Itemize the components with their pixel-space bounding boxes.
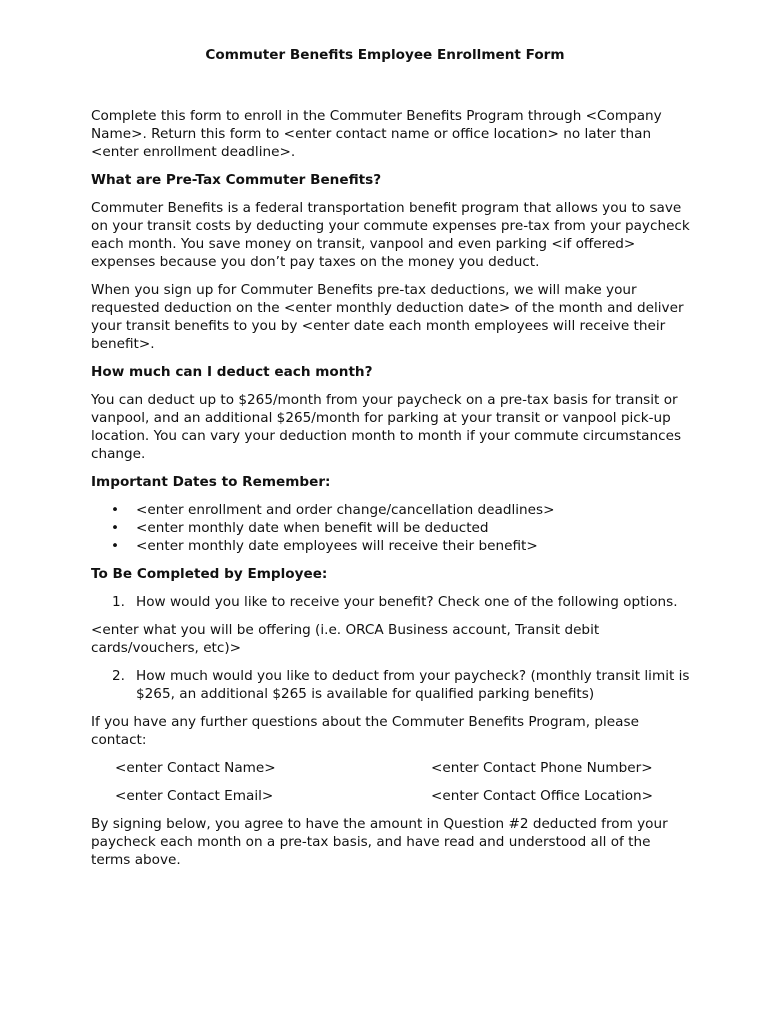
- questions-paragraph: If you have any further questions about the Commuter Benefits Program, please contact:: [91, 714, 639, 748]
- contact-block: [91, 759, 691, 805]
- page-title: Commuter Benefits Employee Enrollment Form: [205, 47, 565, 63]
- list-item: [91, 537, 691, 555]
- intro-paragraph: Complete this form to enroll in the Commuter Benefits Program through <Company Name>. Return this form to <enter contact name or office location> no later than <enter enrollment deadline>.: [91, 108, 662, 160]
- contact-row: [91, 759, 691, 777]
- date-item-text: <enter monthly date employees will receive their benefit>: [136, 538, 538, 554]
- what-heading: What are Pre-Tax Commuter Benefits?: [91, 172, 382, 188]
- question-text: How would you like to receive your benefit? Check one of the following options.: [136, 594, 678, 610]
- employee-heading: To Be Completed by Employee:: [91, 566, 328, 582]
- how-paragraph: You can deduct up to $265/month from your paycheck on a pre-tax basis for transit or vanpool, and an additional $265/month for parking at your transit or vanpool pick-up location. You can vary your deduction month to month if your commute circumstances change.: [91, 392, 682, 462]
- dates-list: [91, 501, 691, 555]
- contact-phone: <enter Contact Phone Number>: [431, 760, 653, 776]
- contact-email: <enter Contact Email>: [115, 788, 274, 804]
- dates-heading: Important Dates to Remember:: [91, 474, 331, 490]
- signing-paragraph: By signing below, you agree to have the amount in Question #2 deducted from your paycheck each month on a pre-tax basis, and have read and understood all of the terms above.: [91, 816, 668, 868]
- contact-row: [91, 787, 691, 805]
- question-number: 2.: [112, 668, 125, 684]
- question-2: [91, 667, 691, 703]
- list-item: [91, 519, 691, 537]
- date-item-text: <enter enrollment and order change/cancellation deadlines>: [136, 502, 555, 518]
- how-heading: How much can I deduct each month?: [91, 364, 373, 380]
- list-item: [91, 501, 691, 519]
- what-paragraph-1: Commuter Benefits is a federal transportation benefit program that allows you to save on your transit costs by deducting your commute expenses pre-tax from your paycheck each month. You save money on transit, vanpool and even parking <if offered> expenses because you don’t pay taxes on the money you deduct.: [91, 200, 690, 270]
- bullet-icon: •: [111, 502, 120, 518]
- contact-name: <enter Contact Name>: [115, 760, 276, 776]
- question-1: [91, 593, 691, 611]
- bullet-icon: •: [111, 520, 120, 536]
- question-number: 1.: [112, 594, 125, 610]
- what-paragraph-2: When you sign up for Commuter Benefits pre-tax deductions, we will make your requested deduction on the <enter monthly deduction date> of the month and deliver your transit benefits to you by <enter date each month employees will receive their benefit>.: [91, 282, 684, 352]
- question-text: How much would you like to deduct from your paycheck? (monthly transit limit is $265, an additional $265 is available for qualified parking benefits): [136, 668, 690, 702]
- offering-paragraph: <enter what you will be offering (i.e. ORCA Business account, Transit debit cards/vouchers, etc)>: [91, 622, 600, 656]
- bullet-icon: •: [111, 538, 120, 554]
- contact-office: <enter Contact Office Location>: [431, 788, 654, 804]
- form-body: [91, 107, 691, 879]
- date-item-text: <enter monthly date when benefit will be deducted: [136, 520, 489, 536]
